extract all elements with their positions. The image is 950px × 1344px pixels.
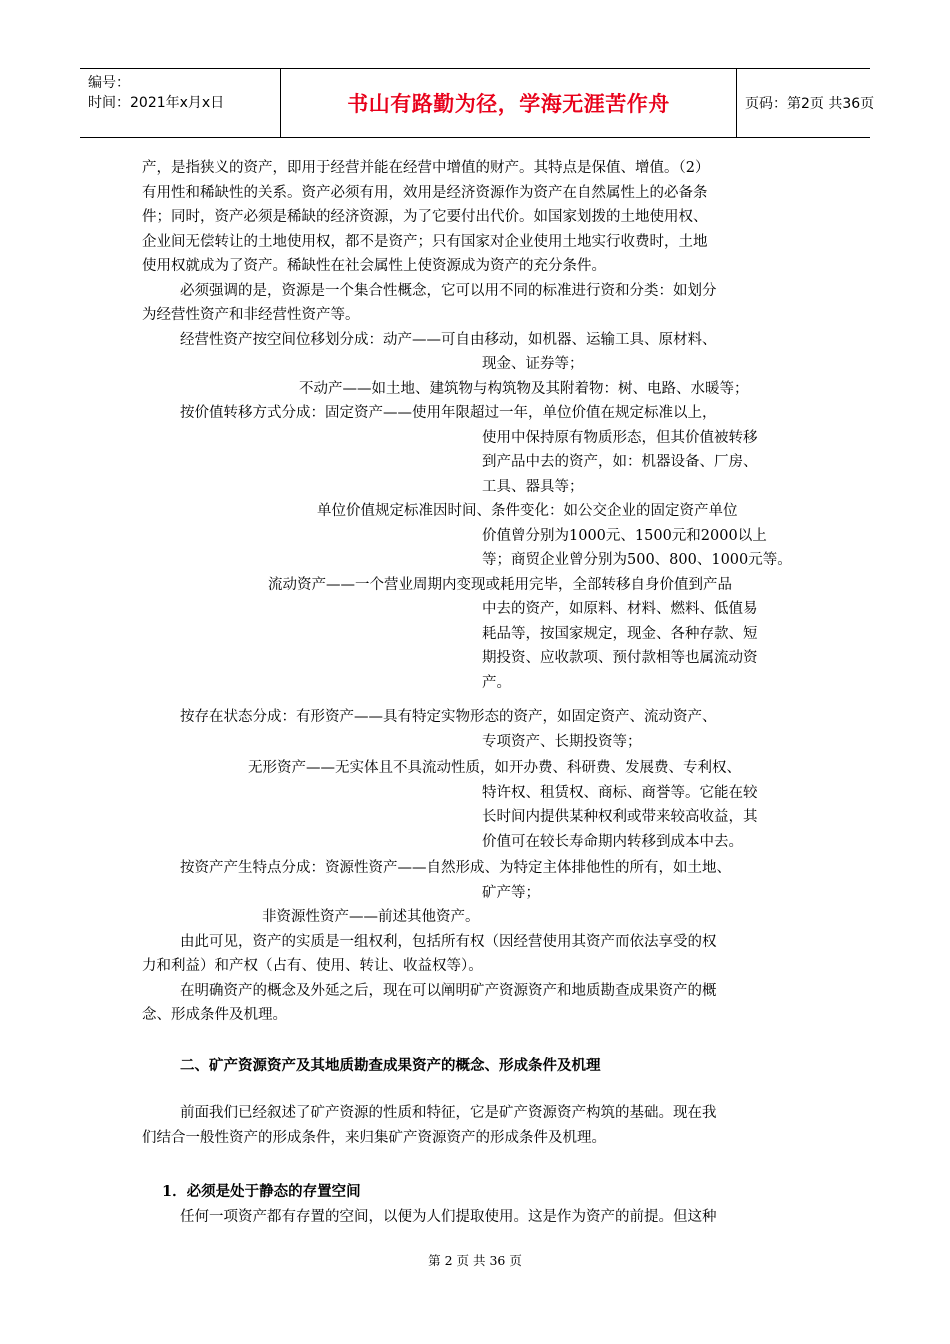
text-line: 念、形成条件及机理。 bbox=[142, 1007, 287, 1023]
header-page-cell bbox=[737, 69, 875, 137]
text-line: 产，是指狭义的资产，即用于经营并能在经营中增值的财产。其特点是保值、增值。（2） bbox=[142, 160, 710, 176]
text-line: 产。 bbox=[482, 674, 511, 691]
text-line: 价值曾分别为1000元、1500元和2000以上 bbox=[482, 527, 767, 544]
text-line: 等；商贸企业曾分别为500、800、1000元等。 bbox=[482, 552, 792, 568]
text-line: 使用权就成为了资产。稀缺性在社会属性上使资源成为资产的充分条件。 bbox=[142, 258, 606, 274]
text-line: 有用性和稀缺性的关系。资产必须有用，效用是经济资源作为资产在自然属性上的必备条 bbox=[142, 184, 708, 201]
text-line: 使用中保持原有物质形态，但其价值被转移 bbox=[482, 429, 758, 446]
text-line: 现金、证券等； bbox=[482, 356, 584, 372]
text-line: 中去的资产，如原料、材料、燃料、低值易 bbox=[482, 601, 758, 617]
text-line: 前面我们已经叙述了矿产资源的性质和特征，它是矿产资源资产构筑的基础。现在我 bbox=[180, 1105, 717, 1121]
text-line: 期投资、应收款项、预付款相等也属流动资 bbox=[482, 650, 758, 666]
header-motto: 书山有路勤为径，学海无涯苦作舟 bbox=[347, 92, 670, 116]
text-line: 特许权、租赁权、商标、商誉等。它能在较 bbox=[482, 784, 758, 801]
header-time: 时间：2021年x月x日 bbox=[88, 95, 225, 111]
header-motto-cell bbox=[281, 69, 737, 137]
text-line: 为经营性资产和非经营性资产等。 bbox=[142, 307, 360, 323]
section-heading: 二、矿产资源资产及其地质勘查成果资产的概念、形成条件及机理 bbox=[180, 1057, 601, 1074]
text-line: 按价值转移方式分成：固定资产——使用年限超过一年，单位价值在规定标准以上， bbox=[180, 405, 717, 421]
page-footer: 第 2 页 共 36 页 bbox=[428, 1253, 522, 1268]
subsection-heading: 1．必须是处于静态的存置空间 bbox=[162, 1183, 361, 1200]
text-line: 按资产产生特点分成：资源性资产——自然形成、为特定主体排他性的所有，如土地、 bbox=[180, 860, 731, 876]
text-line: 耗品等，按国家规定，现金、各种存款、短 bbox=[482, 625, 758, 642]
text-line: 非资源性资产——前述其他资产。 bbox=[262, 909, 480, 925]
text-line: 单位价值规定标准因时间、条件变化：如公交企业的固定资产单位 bbox=[317, 503, 738, 519]
text-line: 企业间无偿转让的土地使用权，都不是资产；只有国家对企业使用土地实行收费时，土地 bbox=[142, 233, 708, 250]
text-line: 专项资产、长期投资等； bbox=[482, 733, 642, 750]
text-line: 由此可见，资产的实质是一组权利，包括所有权（因经营使用其资产而依法享受的权 bbox=[180, 933, 717, 950]
text-line: 不动产——如土地、建筑物与构筑物及其附着物：树、电路、水暖等； bbox=[299, 380, 749, 397]
text-line: 价值可在较长寿命期内转移到成本中去。 bbox=[482, 833, 743, 850]
page-header bbox=[80, 68, 875, 138]
text-line: 按存在状态分成：有形资产——具有特定实物形态的资产，如固定资产、流动资产、 bbox=[180, 709, 717, 725]
text-line: 矿产等； bbox=[482, 884, 540, 901]
text-line: 无形资产——无实体且不具流动性质，如开办费、科研费、发展费、专利权、 bbox=[248, 760, 741, 776]
text-line: 必须强调的是，资源是一个集合性概念，它可以用不同的标准进行资和分类：如划分 bbox=[180, 282, 717, 299]
header-number: 编号： bbox=[88, 75, 130, 91]
header-page-number: 页码：第2页 共36页 bbox=[745, 96, 875, 112]
text-line: 们结合一般性资产的形成条件，来归集矿产资源资产的形成条件及机理。 bbox=[142, 1129, 606, 1146]
header-info-cell bbox=[80, 69, 281, 137]
text-line: 在明确资产的概念及外延之后，现在可以阐明矿产资源资产和地质勘查成果资产的概 bbox=[180, 982, 717, 999]
text-line: 流动资产——一个营业周期内变现或耗用完毕，全部转移自身价值到产品 bbox=[268, 576, 732, 593]
text-line: 长时间内提供某种权利或带来较高收益，其 bbox=[482, 809, 758, 825]
text-line: 任何一项资产都有存置的空间，以便为人们提取使用。这是作为资产的前提。但这种 bbox=[180, 1208, 717, 1225]
text-line: 件；同时，资产必须是稀缺的经济资源，为了它要付出代价。如国家划拨的土地使用权、 bbox=[142, 209, 708, 225]
text-line: 到产品中去的资产，如：机器设备、厂房、 bbox=[482, 454, 758, 470]
text-line: 经营性资产按空间位移划分成：动产——可自由移动，如机器、运输工具、原材料、 bbox=[180, 331, 717, 348]
text-line: 力和利益）和产权（占有、使用、转让、收益权等）。 bbox=[142, 958, 483, 974]
text-line: 工具、器具等； bbox=[482, 478, 584, 495]
